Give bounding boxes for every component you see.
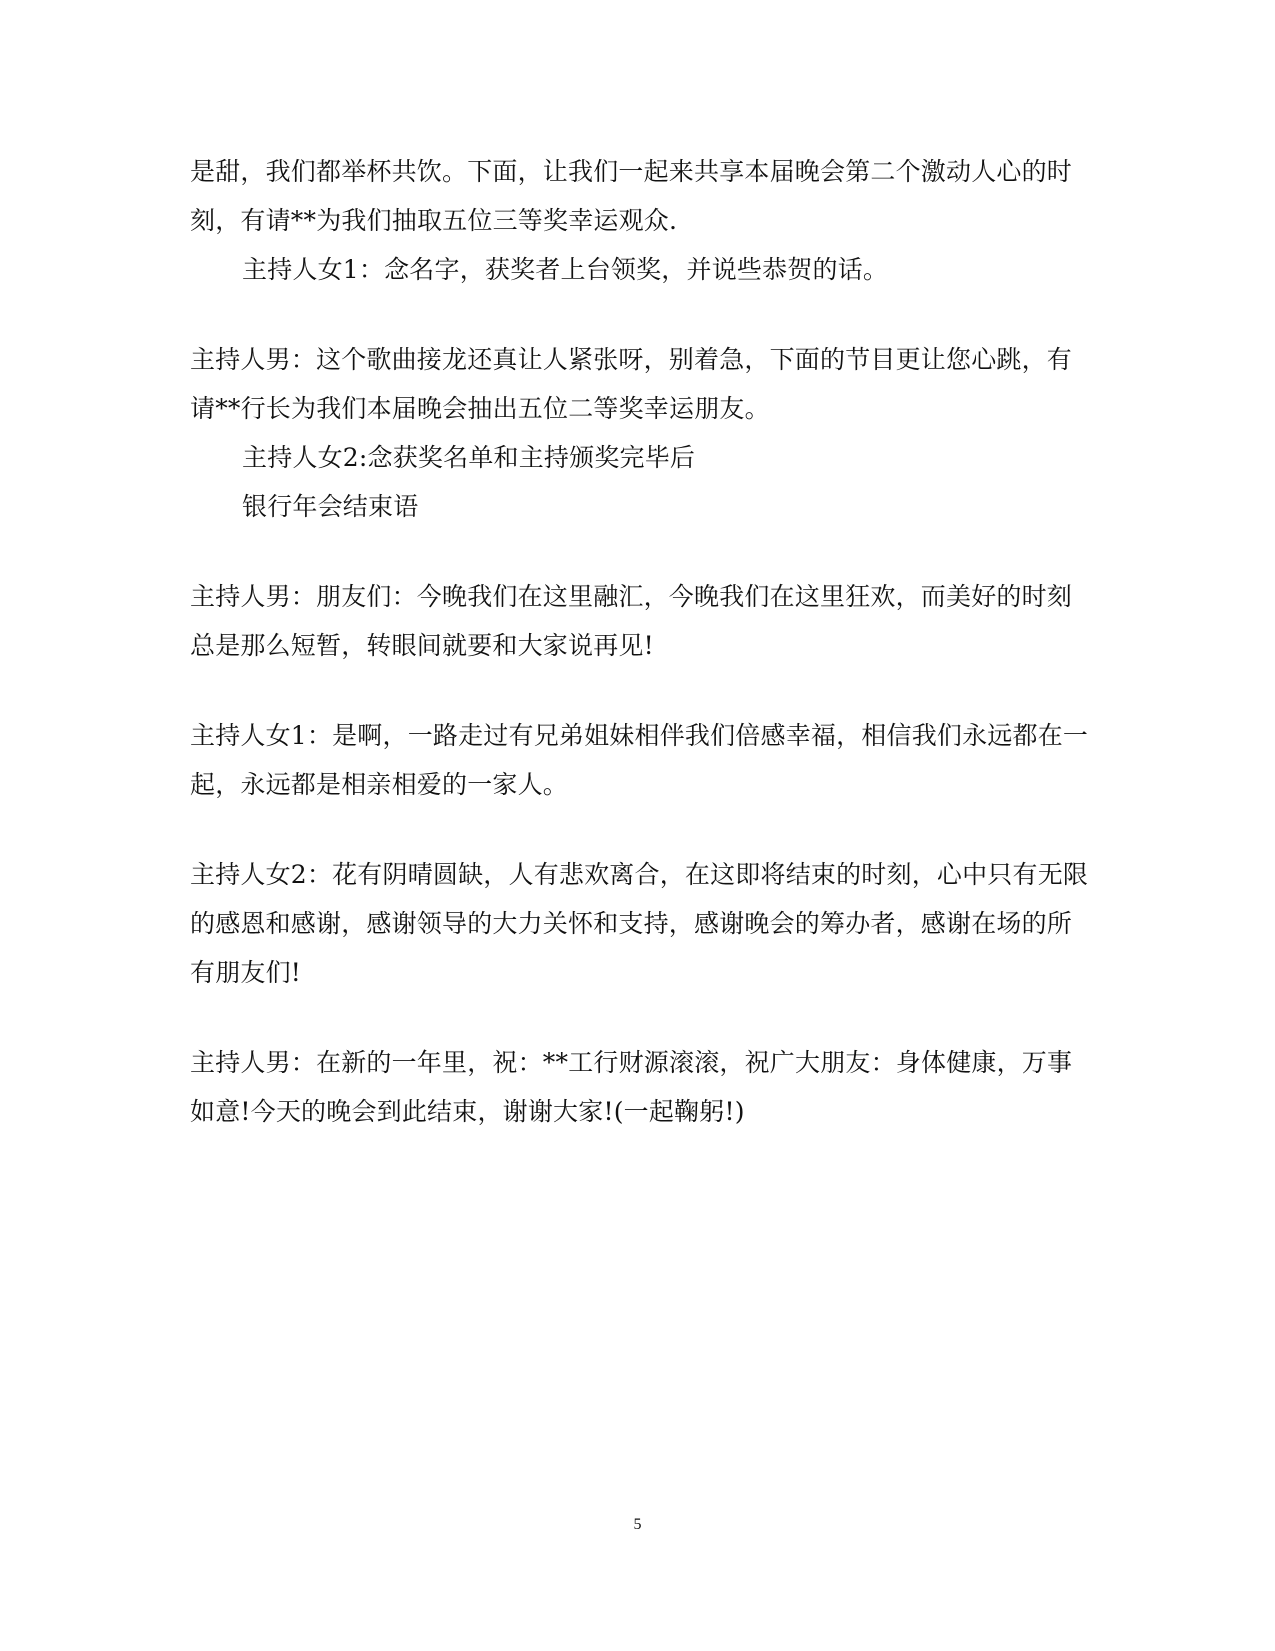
body-text-line: 请**行长为我们本届晚会抽出五位二等奖幸运朋友。 — [190, 394, 770, 423]
body-text-line: 是甜，我们都举杯共饮。下面，让我们一起来共享本届晚会第二个激动人心的时 — [190, 157, 1073, 186]
body-text-line: 有朋友们! — [190, 958, 302, 987]
body-text-line: 的感恩和感谢，感谢领导的大力关怀和支持，感谢晚会的筹办者，感谢在场的所 — [190, 909, 1073, 938]
body-text-line: 主持人男：朋友们：今晚我们在这里融汇，今晚我们在这里狂欢，而美好的时刻 — [190, 582, 1073, 611]
body-text-line: 总是那么短暂，转眼间就要和大家说再见! — [190, 631, 654, 660]
body-text-line: 主持人女1：念名字，获奖者上台领奖，并说些恭贺的话。 — [242, 255, 889, 284]
body-text-line: 主持人女1：是啊，一路走过有兄弟姐妹相伴我们倍感幸福，相信我们永远都在一 — [190, 721, 1089, 750]
page-number: 5 — [633, 1516, 642, 1533]
body-text-line: 起，永远都是相亲相爱的一家人。 — [190, 770, 569, 799]
section-heading: 银行年会结束语 — [242, 492, 419, 521]
body-text-line: 主持人男：这个歌曲接龙还真让人紧张呀，别着急，下面的节目更让您心跳，有 — [190, 345, 1073, 374]
body-text-line: 如意!今天的晚会到此结束，谢谢大家!(一起鞠躬!) — [190, 1097, 745, 1126]
body-text-line: 主持人男：在新的一年里，祝：**工行财源滚滚，祝广大朋友：身体健康，万事 — [190, 1048, 1073, 1077]
body-text-line: 刻，有请**为我们抽取五位三等奖幸运观众. — [190, 206, 678, 235]
body-text-line: 主持人女2:念获奖名单和主持颁奖完毕后 — [242, 443, 696, 472]
body-text-line: 主持人女2：花有阴晴圆缺，人有悲欢离合，在这即将结束的时刻，心中只有无限 — [190, 860, 1089, 889]
